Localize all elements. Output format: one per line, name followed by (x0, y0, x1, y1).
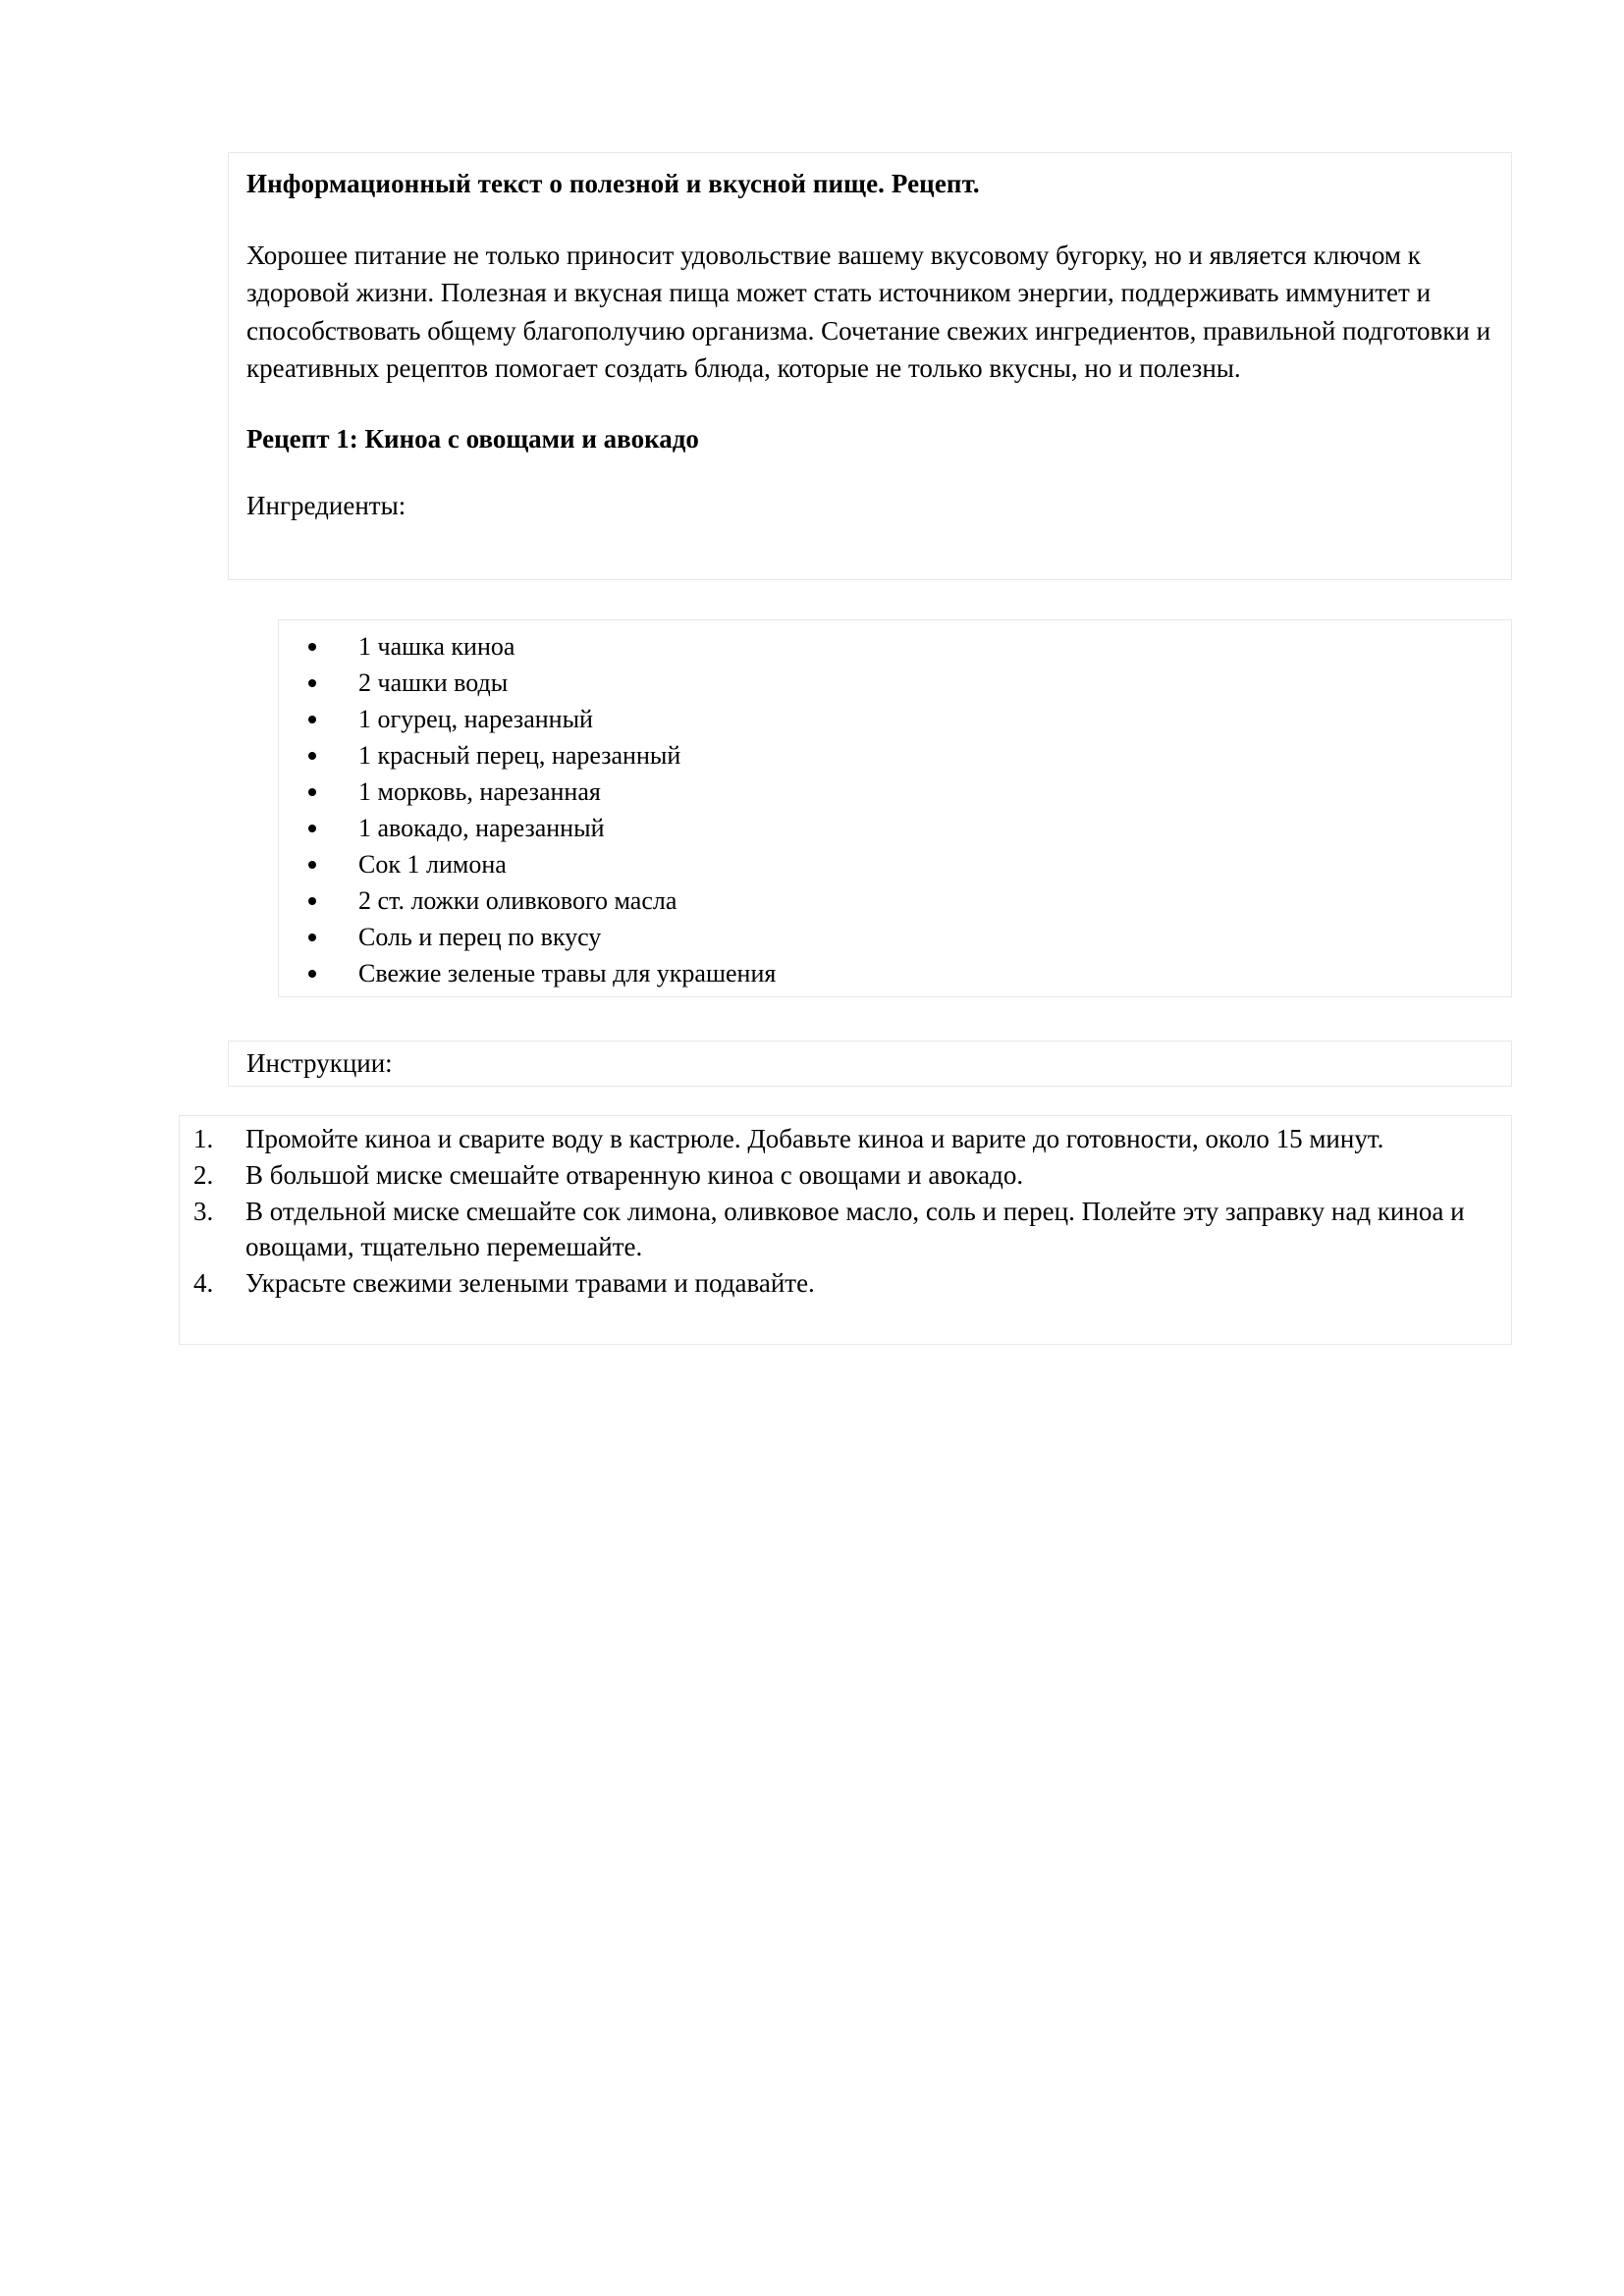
list-item (193, 1158, 1497, 1194)
ingredient-text: 2 чашки воды (358, 667, 509, 697)
bullet-icon (308, 970, 316, 978)
ingredient-text: 2 ст. ложки оливкового масла (358, 885, 677, 915)
step-number: 3. (193, 1196, 214, 1226)
step-text: Промойте киноа и сварите воду в кастрюле. Добавьте киноа и варите до готовности, около 15 минут. (245, 1124, 1384, 1153)
ingredients-section (278, 619, 1512, 997)
recipe-heading: Рецепт 1: Киноа с овощами и авокадо (246, 423, 699, 454)
bullet-icon (308, 788, 316, 796)
steps-list (193, 1122, 1497, 1302)
bullet-icon (308, 679, 316, 687)
ingredient-text: 1 огурец, нарезанный (358, 704, 593, 733)
instructions-section (179, 1115, 1512, 1345)
ingredients-list (297, 628, 1493, 991)
list-item (193, 1195, 1497, 1265)
step-number: 1. (193, 1124, 214, 1153)
intro-paragraph: Хорошее питание не только приносит удовольствие вашему вкусовому бугорку, но и является ключом к здоровой жизни. Полезная и вкусная пища может стать источником энергии, поддерживать иммунитет и способствовать общему благополучию организма. Сочетание свежих ингредиентов, правильной подготовки и креативных рецептов помогает создать блюда, которые не только вкусны, но и полезны. (246, 240, 1491, 384)
bullet-icon (308, 934, 316, 941)
instructions-label-section (228, 1041, 1512, 1087)
page-title: Информационный текст о полезной и вкусной пище. Рецепт. (246, 169, 980, 198)
step-text: Украсьте свежими зелеными травами и подавайте. (245, 1267, 815, 1298)
list-item (193, 1266, 1497, 1302)
step-number: 2. (193, 1159, 214, 1190)
list-item (297, 846, 1493, 882)
ingredients-label: Ингредиенты: (246, 491, 406, 521)
step-number: 4. (193, 1267, 214, 1298)
step-text: В большой миске смешайте отваренную киноа с овощами и авокадо. (245, 1159, 1024, 1190)
bullet-icon (308, 861, 316, 869)
bullet-icon (308, 825, 316, 832)
list-item (297, 955, 1493, 991)
list-item (297, 737, 1493, 774)
list-item (297, 665, 1493, 701)
ingredient-text: Свежие зеленые травы для украшения (358, 958, 777, 988)
ingredient-text: 1 морковь, нарезанная (358, 776, 601, 806)
bullet-icon (308, 716, 316, 723)
ingredient-text: Сок 1 лимона (358, 849, 507, 879)
list-item (297, 628, 1493, 665)
list-item (297, 701, 1493, 737)
list-item (297, 882, 1493, 919)
list-item (297, 919, 1493, 955)
list-item (193, 1122, 1497, 1157)
ingredient-text: 1 красный перец, нарезанный (358, 740, 681, 770)
step-text: В отдельной миске смешайте сок лимона, оливковое масло, соль и перец. Полейте эту заправку над киноа и овощами, тщательно перемешайте. (245, 1196, 1465, 1261)
ingredient-text: 1 чашка киноа (358, 631, 515, 661)
list-item (297, 810, 1493, 846)
ingredient-text: 1 авокадо, нарезанный (358, 813, 605, 842)
instructions-label: Инструкции: (246, 1048, 393, 1078)
intro-section (228, 152, 1512, 580)
ingredient-text: Соль и перец по вкусу (358, 922, 602, 951)
bullet-icon (308, 752, 316, 760)
bullet-icon (308, 643, 316, 651)
list-item (297, 774, 1493, 810)
bullet-icon (308, 897, 316, 905)
